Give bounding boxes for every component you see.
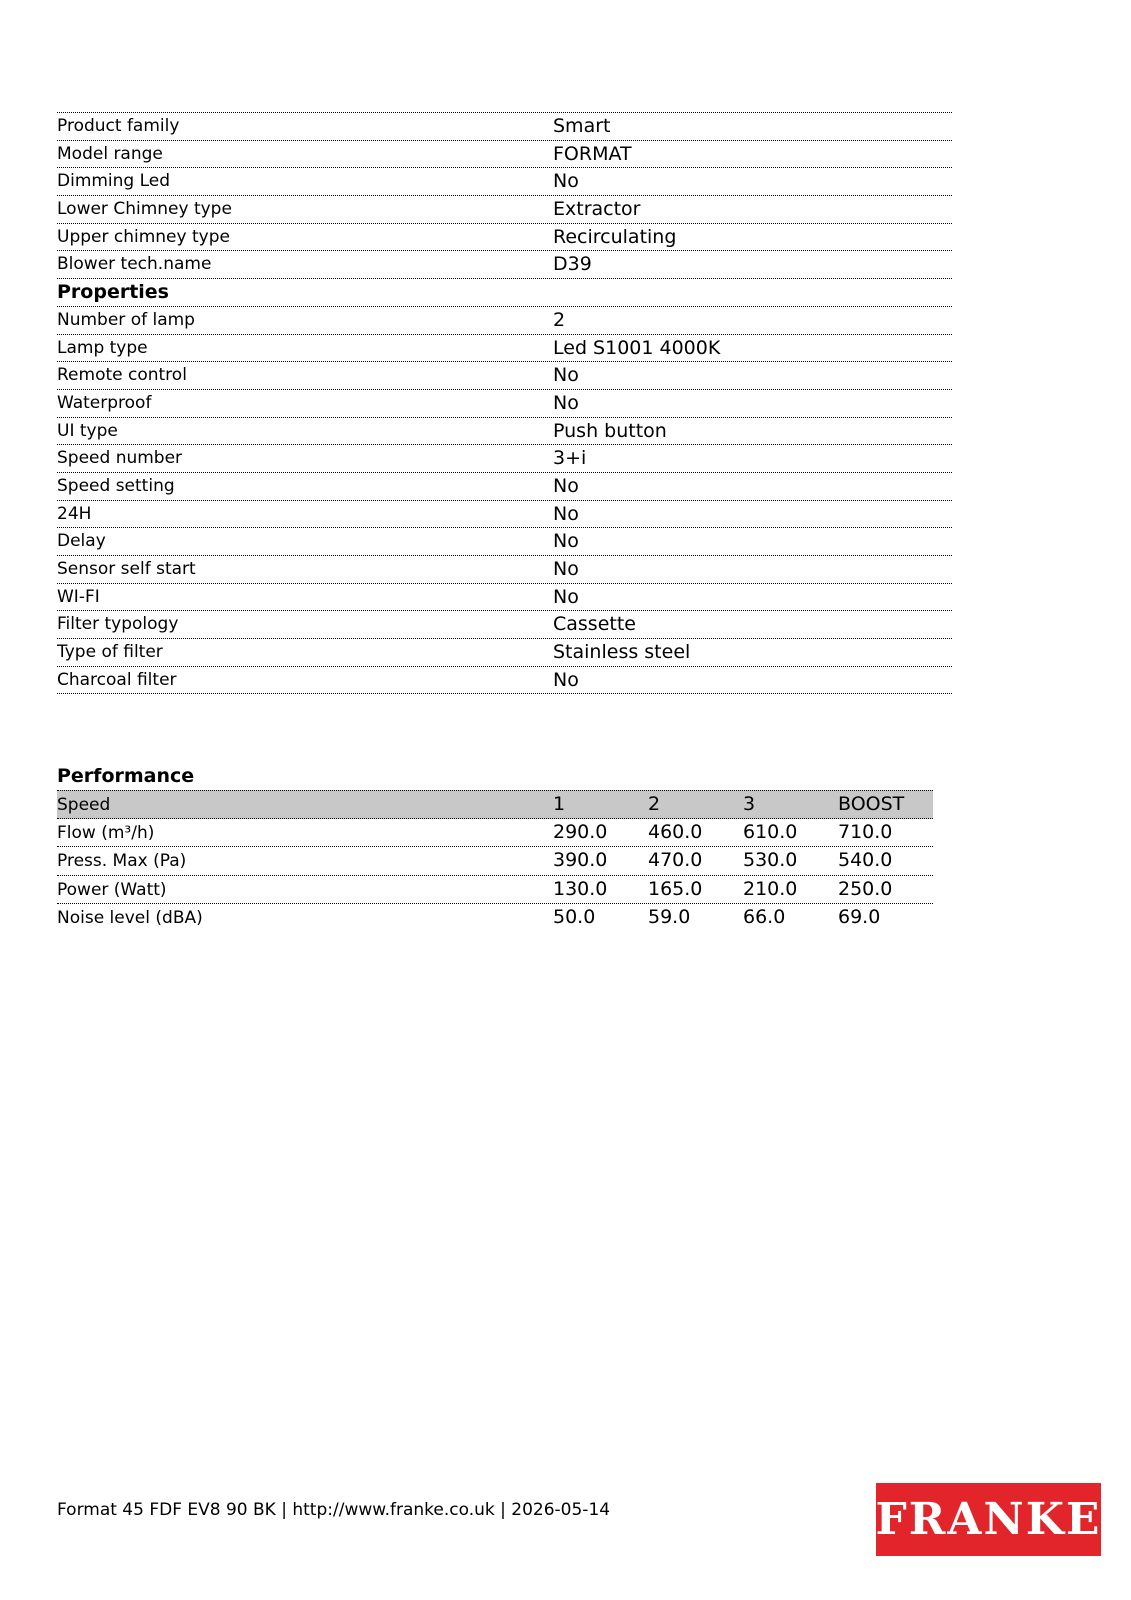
property-value: Cassette bbox=[553, 613, 636, 636]
property-label: Sensor self start bbox=[57, 559, 196, 579]
property-row bbox=[57, 473, 952, 501]
performance-header-cell: BOOST bbox=[838, 793, 905, 815]
spec-value: D39 bbox=[553, 253, 592, 276]
spec-label: Product family bbox=[57, 116, 180, 136]
franke-logo bbox=[876, 1483, 1101, 1556]
properties-heading: Properties bbox=[57, 281, 169, 304]
property-value: Led S1001 4000K bbox=[553, 336, 721, 359]
spec-value: Extractor bbox=[553, 198, 641, 221]
property-row bbox=[57, 390, 952, 418]
property-label: Filter typology bbox=[57, 614, 179, 635]
property-label: Delay bbox=[57, 531, 106, 552]
property-value: Stainless steel bbox=[553, 641, 691, 664]
property-label: Waterproof bbox=[57, 392, 152, 413]
property-value: No bbox=[553, 585, 579, 608]
spec-value: Recirculating bbox=[553, 225, 677, 248]
property-value: 2 bbox=[553, 308, 566, 331]
performance-cell: 530.0 bbox=[743, 849, 798, 871]
property-row bbox=[57, 556, 952, 584]
properties-heading-row bbox=[57, 279, 952, 307]
property-row bbox=[57, 611, 952, 639]
performance-table bbox=[57, 790, 933, 933]
property-value: No bbox=[553, 391, 579, 414]
spec-table bbox=[57, 112, 952, 694]
performance-cell: 165.0 bbox=[648, 877, 703, 900]
spec-label: Lower Chimney type bbox=[57, 199, 232, 220]
property-row bbox=[57, 528, 952, 556]
property-value: No bbox=[553, 530, 579, 553]
property-value: No bbox=[553, 502, 579, 525]
spec-row bbox=[57, 224, 952, 252]
property-label: Speed setting bbox=[57, 475, 175, 496]
property-row bbox=[57, 584, 952, 612]
spec-label: Blower tech.name bbox=[57, 254, 212, 275]
spec-row bbox=[57, 251, 952, 279]
property-label: Lamp type bbox=[57, 337, 148, 358]
spec-value: Smart bbox=[553, 115, 611, 137]
property-value: No bbox=[553, 474, 579, 497]
spec-label: Dimming Led bbox=[57, 171, 171, 192]
property-label: Speed number bbox=[57, 448, 183, 469]
performance-row bbox=[57, 819, 933, 848]
property-value: No bbox=[553, 668, 579, 691]
property-label: Charcoal filter bbox=[57, 669, 177, 690]
performance-cell: 250.0 bbox=[838, 877, 893, 900]
performance-cell: 610.0 bbox=[743, 820, 798, 843]
logo-text: FRANKE bbox=[875, 1494, 1102, 1545]
performance-cell: 540.0 bbox=[838, 849, 893, 871]
performance-heading: Performance bbox=[57, 765, 195, 787]
property-row bbox=[57, 667, 952, 695]
performance-cell: 50.0 bbox=[553, 906, 596, 928]
performance-row-label: Noise level (dBA) bbox=[57, 908, 203, 928]
property-label: Remote control bbox=[57, 365, 187, 386]
performance-cell: 390.0 bbox=[553, 849, 608, 871]
performance-row bbox=[57, 847, 933, 876]
performance-cell: 59.0 bbox=[648, 906, 691, 928]
property-row bbox=[57, 445, 952, 473]
property-row bbox=[57, 307, 952, 335]
property-row bbox=[57, 362, 952, 390]
property-label: WI-FI bbox=[57, 586, 100, 607]
performance-cell: 69.0 bbox=[838, 906, 881, 928]
performance-cell: 130.0 bbox=[553, 877, 608, 900]
performance-row-label: Power (Watt) bbox=[57, 879, 167, 900]
spec-label: Model range bbox=[57, 143, 163, 164]
spec-row bbox=[57, 196, 952, 224]
property-row bbox=[57, 501, 952, 529]
spec-row bbox=[57, 113, 952, 141]
property-row bbox=[57, 639, 952, 667]
performance-cell: 290.0 bbox=[553, 820, 608, 843]
performance-row-label: Press. Max (Pa) bbox=[57, 851, 187, 871]
property-row bbox=[57, 335, 952, 363]
performance-header-cell: 3 bbox=[743, 793, 756, 815]
property-value: No bbox=[553, 558, 579, 580]
performance-header-cell: 1 bbox=[553, 793, 566, 815]
spec-row bbox=[57, 168, 952, 196]
performance-row-label: Flow (m³/h) bbox=[57, 822, 155, 843]
performance-header-label: Speed bbox=[57, 795, 111, 815]
property-value: Push button bbox=[553, 419, 667, 442]
spec-label: Upper chimney type bbox=[57, 226, 230, 247]
property-label: UI type bbox=[57, 420, 118, 441]
property-value: 3+i bbox=[553, 447, 587, 470]
property-value: No bbox=[553, 364, 579, 387]
footer-text: Format 45 FDF EV8 90 BK | http://www.franke.co.uk | 2026-05-14 bbox=[57, 1500, 611, 1520]
spec-value: No bbox=[553, 170, 579, 193]
performance-cell: 66.0 bbox=[743, 906, 786, 928]
property-label: Type of filter bbox=[57, 642, 163, 663]
performance-header-cell: 2 bbox=[648, 793, 661, 815]
performance-cell: 710.0 bbox=[838, 820, 893, 843]
performance-row bbox=[57, 876, 933, 905]
performance-cell: 470.0 bbox=[648, 849, 703, 871]
performance-cell: 210.0 bbox=[743, 877, 798, 900]
performance-header-row bbox=[57, 790, 933, 819]
property-label: 24H bbox=[57, 503, 92, 524]
performance-cell: 460.0 bbox=[648, 820, 703, 843]
property-label: Number of lamp bbox=[57, 309, 195, 330]
spec-row bbox=[57, 141, 952, 169]
performance-row bbox=[57, 904, 933, 933]
property-row bbox=[57, 418, 952, 446]
spec-value: FORMAT bbox=[553, 142, 632, 165]
